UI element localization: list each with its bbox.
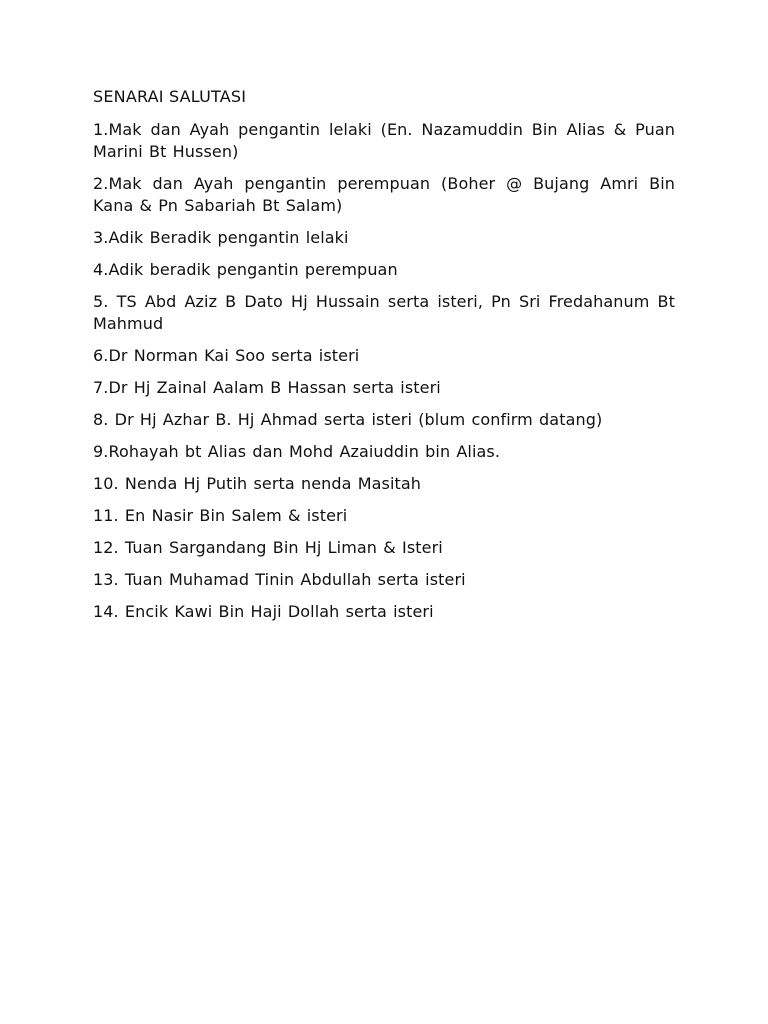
list-item: 8. Dr Hj Azhar B. Hj Ahmad serta isteri (blum confirm datang)	[93, 410, 603, 429]
list-item: 3.Adik Beradik pengantin lelaki	[93, 228, 349, 247]
list-item: 11. En Nasir Bin Salem & isteri	[93, 506, 348, 525]
list-item: 9.Rohayah bt Alias dan Mohd Azaiuddin bin Alias.	[93, 442, 501, 461]
list-item: 13. Tuan Muhamad Tinin Abdullah serta isteri	[93, 570, 466, 589]
document-title: SENARAI SALUTASI	[93, 87, 247, 106]
list-item: 5. TS Abd Aziz B Dato Hj Hussain serta isteri, Pn Sri Fredahanum Bt Mahmud	[93, 292, 675, 333]
list-item: 2.Mak dan Ayah pengantin perempuan (Boher @ Bujang Amri Bin Kana & Pn Sabariah Bt Salam)	[93, 174, 675, 215]
salutation-list	[93, 119, 675, 623]
list-item: 10. Nenda Hj Putih serta nenda Masitah	[93, 474, 422, 493]
list-item: 7.Dr Hj Zainal Aalam B Hassan serta isteri	[93, 378, 441, 397]
list-item: 14. Encik Kawi Bin Haji Dollah serta isteri	[93, 602, 434, 621]
list-item: 4.Adik beradik pengantin perempuan	[93, 260, 398, 279]
list-item: 6.Dr Norman Kai Soo serta isteri	[93, 346, 360, 365]
list-item: 12. Tuan Sargandang Bin Hj Liman & Isteri	[93, 538, 443, 557]
list-item: 1.Mak dan Ayah pengantin lelaki (En. Nazamuddin Bin Alias & Puan Marini Bt Hussen)	[93, 120, 675, 161]
document-body	[93, 86, 675, 633]
